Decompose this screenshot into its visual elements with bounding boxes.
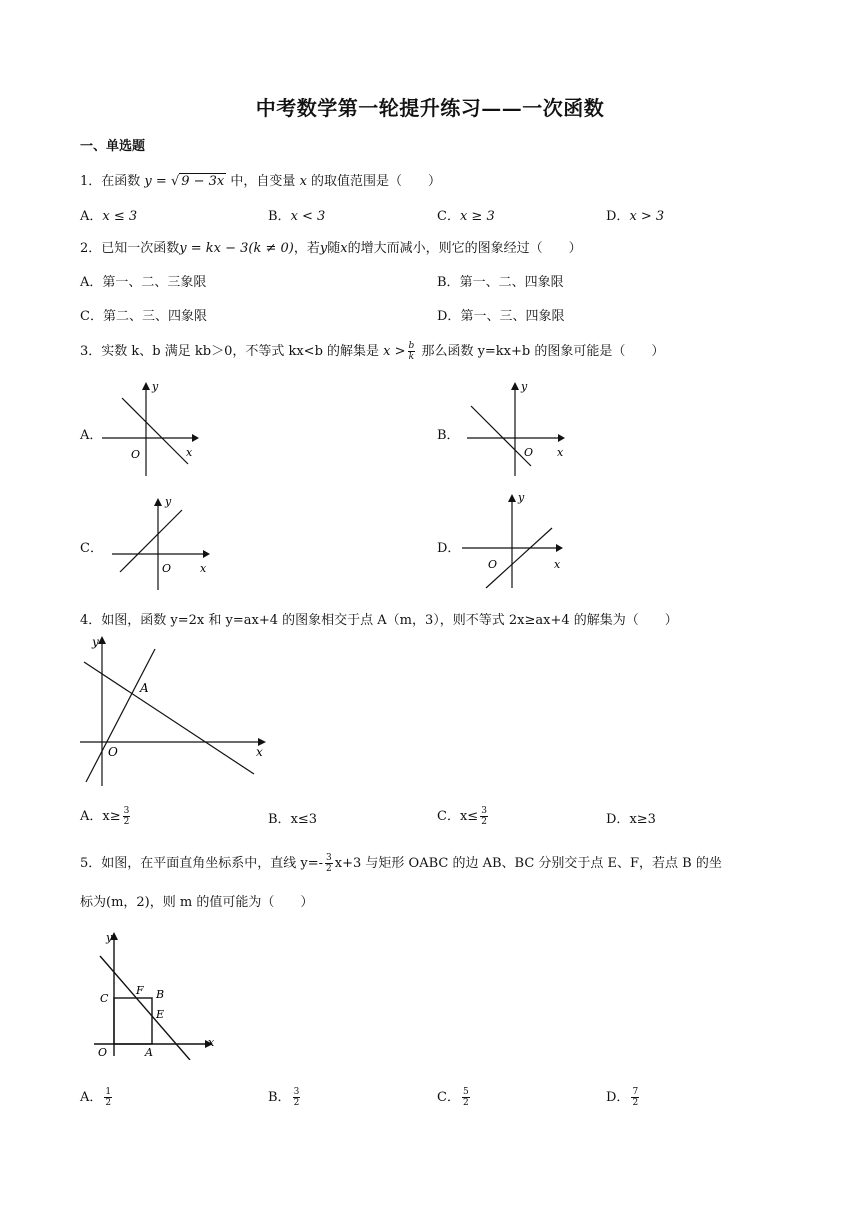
q5-graph xyxy=(92,928,217,1060)
q3-inequality: x > xyxy=(383,344,406,359)
q3-graph-c xyxy=(110,492,215,592)
question-5-stem-line1 xyxy=(80,852,722,874)
page-title: 中考数学第一轮提升练习——一次函数 xyxy=(255,96,605,120)
option-label: D． xyxy=(606,1090,630,1105)
q3-suffix: 那么函数 y=kx+b 的图象可能是（ ） xyxy=(421,344,665,359)
x-label: x xyxy=(186,446,193,459)
question-5-stem-line2: 标为(m，2)，则 m 的值可能为（ ） xyxy=(80,895,314,910)
point-c-label: C xyxy=(100,992,109,1005)
function-line xyxy=(471,406,534,466)
line-y-2x xyxy=(86,649,155,782)
origin-label: O xyxy=(131,448,141,461)
option-text: 第一、二、三象限 xyxy=(102,275,207,290)
q5-option-d[interactable] xyxy=(606,1086,641,1108)
q2-mid-a: ，若 xyxy=(293,241,320,256)
q3-graph-a xyxy=(100,378,200,478)
q4-option-b[interactable] xyxy=(268,808,317,827)
q1-var: x xyxy=(299,174,307,189)
q2-y: y xyxy=(319,241,328,256)
q2-option-b[interactable] xyxy=(437,271,564,290)
q2-formula: y = kx − 3(k ≠ 0) xyxy=(179,241,294,256)
q1-option-c[interactable] xyxy=(437,205,495,224)
x-label: x xyxy=(557,446,564,459)
x-label: x xyxy=(554,558,561,571)
q1-radical: 9 − 3x xyxy=(181,174,225,189)
origin-label: O xyxy=(524,446,534,459)
option-label: C． xyxy=(437,1090,460,1105)
q5-text-b: x+3 与矩形 OABC 的边 AB、BC 分别交于点 E、F，若点 B 的坐 xyxy=(334,856,722,871)
fraction-denominator: 2 xyxy=(123,817,130,827)
option-label: D． xyxy=(606,209,630,224)
option-label: A． xyxy=(80,209,103,224)
q3-prefix: 3．实数 k、b 满足 kb＞0，不等式 kx<b 的解集是 xyxy=(80,344,380,359)
origin-label: O xyxy=(108,745,118,759)
option-fraction xyxy=(104,1087,112,1108)
option-label: C． xyxy=(437,209,460,224)
y-axis-arrow xyxy=(508,494,516,502)
option-fraction xyxy=(293,1087,301,1108)
q2-x: x xyxy=(340,241,348,256)
x-axis-arrow xyxy=(556,544,563,552)
option-label: C． xyxy=(80,309,103,324)
origin-label: O xyxy=(488,558,498,571)
q1-option-a[interactable] xyxy=(80,205,137,224)
q4-option-c[interactable] xyxy=(437,805,490,827)
q1-suffix-a: 中，自变量 xyxy=(230,174,296,189)
option-label: A． xyxy=(80,809,103,824)
q3-graph-d xyxy=(460,488,570,592)
fraction-denominator: 2 xyxy=(326,864,332,874)
fraction-denominator: k xyxy=(408,352,415,362)
option-fraction xyxy=(462,1087,470,1108)
x-axis-arrow xyxy=(192,434,199,442)
fraction-denominator: 2 xyxy=(481,817,487,827)
sqrt-sign: √ xyxy=(170,174,180,189)
q2-option-a[interactable] xyxy=(80,271,206,290)
option-label: A． xyxy=(80,275,103,290)
option-label: D． xyxy=(437,309,461,324)
option-label: B． xyxy=(437,275,460,290)
q4-option-a[interactable] xyxy=(80,805,132,827)
origin-label: O xyxy=(162,562,172,575)
y-axis-arrow xyxy=(142,382,150,390)
option-label: A． xyxy=(80,1090,103,1105)
fraction-denominator: 2 xyxy=(632,1098,639,1108)
q1-option-d[interactable] xyxy=(606,205,664,224)
function-line xyxy=(120,510,182,572)
option-text: x≥ xyxy=(102,809,121,824)
option-fraction xyxy=(480,806,488,827)
fraction-numerator: 3 xyxy=(123,806,130,816)
y-label: y xyxy=(152,380,159,393)
option-text: x≤ xyxy=(459,809,479,824)
q2-option-c[interactable] xyxy=(80,305,207,324)
option-text: x > 3 xyxy=(629,209,665,224)
y-axis-arrow xyxy=(154,498,162,506)
q5-text-a: 5．如图，在平面直角坐标系中，直线 y=- xyxy=(80,856,324,871)
y-label: y xyxy=(521,380,528,393)
fraction-numerator: 3 xyxy=(481,806,487,816)
option-label: B． xyxy=(268,812,291,827)
q5-option-a[interactable] xyxy=(80,1086,114,1108)
option-text: 第一、三、四象限 xyxy=(460,309,565,324)
x-label: x xyxy=(256,745,263,759)
section-heading: 一、单选题 xyxy=(80,139,146,154)
option-text: x≥3 xyxy=(629,812,656,827)
fraction-numerator: 3 xyxy=(293,1087,300,1097)
q3-option-d[interactable]: D． xyxy=(437,541,461,556)
option-fraction xyxy=(631,1087,639,1108)
option-text: x≤3 xyxy=(290,812,318,827)
q3-option-a[interactable]: A． xyxy=(80,428,103,443)
fraction-numerator: 5 xyxy=(462,1087,469,1097)
q3-option-c[interactable]: C． xyxy=(80,541,103,556)
question-1-stem xyxy=(80,170,441,189)
q3-graph-b xyxy=(465,378,570,478)
q3-fraction xyxy=(408,341,416,362)
point-b-label: B xyxy=(156,988,165,1001)
fraction-numerator: 7 xyxy=(632,1087,639,1097)
y-label: y xyxy=(165,495,172,508)
fraction-denominator: 2 xyxy=(105,1098,112,1108)
q5-option-c[interactable] xyxy=(437,1086,472,1108)
option-text: x < 3 xyxy=(290,209,326,224)
x-label: x xyxy=(208,1036,215,1049)
option-text: 第一、二、四象限 xyxy=(459,275,564,290)
fraction-denominator: 2 xyxy=(462,1098,469,1108)
q1-suffix-b: 的取值范围是（ ） xyxy=(311,174,442,189)
option-label: D． xyxy=(606,812,630,827)
x-label: x xyxy=(200,562,207,575)
option-label: B． xyxy=(268,1090,291,1105)
y-label: y xyxy=(92,635,99,649)
q5-option-b[interactable] xyxy=(268,1086,302,1108)
fraction-numerator: b xyxy=(408,341,415,351)
point-e-label: E xyxy=(156,1008,165,1021)
q1-prefix: 1．在函数 xyxy=(80,174,141,189)
question-4-stem: 4．如图，函数 y=2x 和 y=ax+4 的图象相交于点 A（m，3），则不等式 2x≥ax+4 的解集为（ ） xyxy=(80,613,678,628)
option-text: x ≤ 3 xyxy=(102,209,138,224)
q2-suffix: 的增大而减小，则它的图象经过（ ） xyxy=(347,241,582,256)
option-text: 第二、三、四象限 xyxy=(102,309,207,324)
x-axis-arrow xyxy=(203,550,210,558)
y-label: y xyxy=(518,491,525,504)
fraction-denominator: 2 xyxy=(293,1098,300,1108)
point-a-label: A xyxy=(145,1046,153,1059)
option-label: B． xyxy=(268,209,291,224)
y-axis-arrow xyxy=(511,382,519,390)
question-2-stem xyxy=(80,237,582,256)
y-label: y xyxy=(106,931,113,944)
q1-option-b[interactable] xyxy=(268,205,325,224)
q5-fraction xyxy=(325,853,333,874)
option-label: C． xyxy=(437,809,460,824)
question-3-stem xyxy=(80,340,664,362)
option-text: x ≥ 3 xyxy=(459,209,495,224)
q1-formula-lhs: y = xyxy=(144,174,171,189)
q2-option-d[interactable] xyxy=(437,305,564,324)
origin-label: O xyxy=(98,1046,108,1059)
rectangle-oabc xyxy=(114,998,152,1044)
x-axis-arrow xyxy=(558,434,565,442)
q3-option-b[interactable]: B． xyxy=(437,428,460,443)
q4-graph xyxy=(78,632,273,790)
point-f-label: F xyxy=(136,984,144,997)
option-fraction xyxy=(123,806,131,827)
fraction-numerator: 3 xyxy=(326,853,332,863)
y-axis-arrow xyxy=(98,636,106,644)
point-a-label: A xyxy=(140,681,149,695)
q4-option-d[interactable] xyxy=(606,808,656,827)
q2-prefix: 2．已知一次函数 xyxy=(80,241,180,256)
q2-mid-b: 随 xyxy=(327,241,341,256)
fraction-numerator: 1 xyxy=(105,1087,112,1097)
